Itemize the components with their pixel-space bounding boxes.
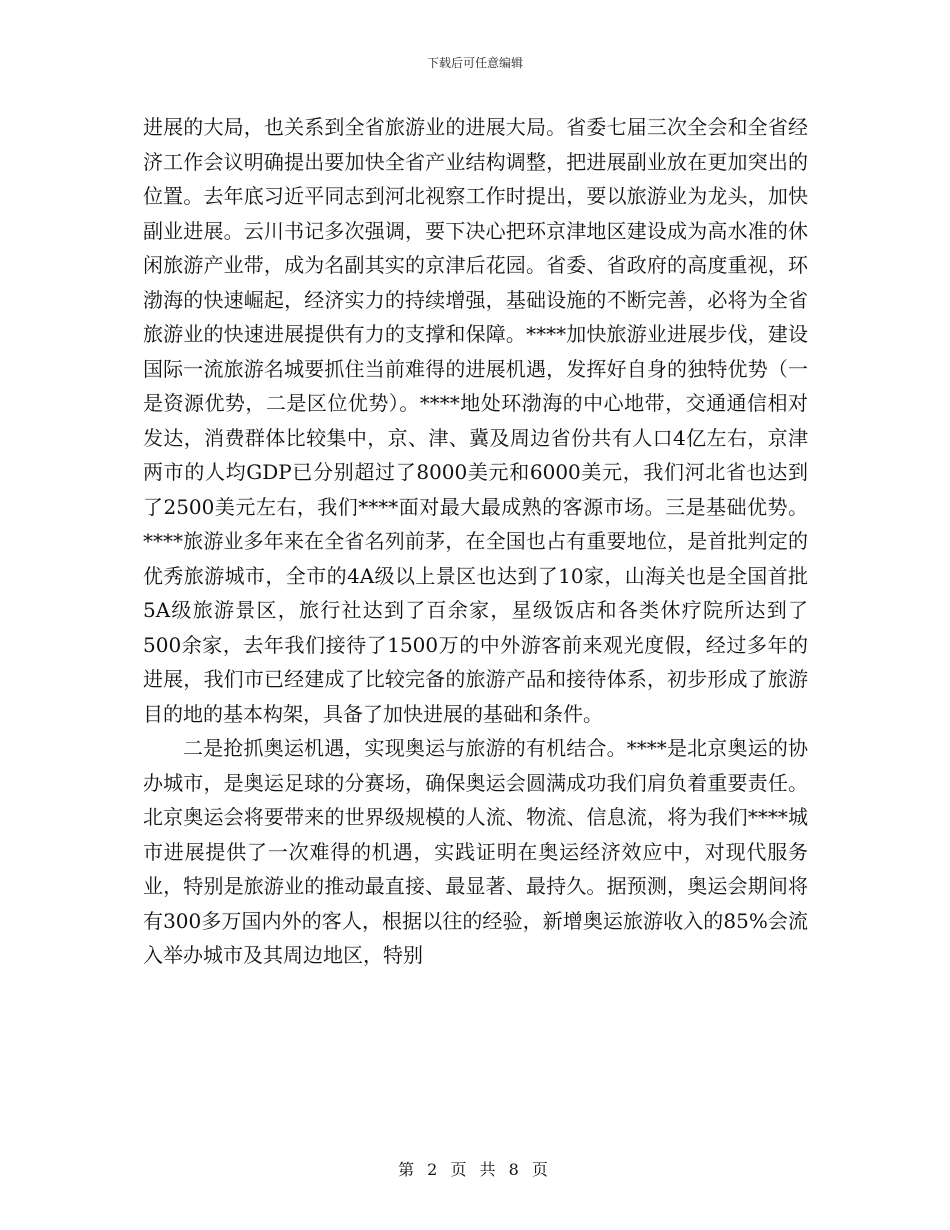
document-body xyxy=(143,110,808,973)
page-number: 第 2 页 共 8 页 xyxy=(398,1160,552,1179)
page-header: 下载后可任意编辑 xyxy=(426,56,523,70)
paragraph-continued: 进展的大局，也关系到全省旅游业的进展大局。省委七届三次全会和全省经济工作会议明确提出要加快全省产业结构调整，把进展副业放在更加突出的位置。去年底习近平同志到河北视察工作时提出，要以旅游业为龙头，加快副业进展。云川书记多次强调，要下决心把环京津地区建设成为高水准的休闲旅游产业带，成为名副其实的京津后花园。省委、省政府的高度重视，环渤海的快速崛起，经济实力的持续增强，基础设施的不断完善，必将为全省旅游业的快速进展提供有力的支撑和保障。****加快旅游业进展步伐，建设国际一流旅游名城要抓住当前难得的进展机遇，发挥好自身的独特优势（一是资源优势，二是区位优势）。****地处环渤海的中心地带，交通通信相对发达，消费群体比较集中，京、津、冀及周边省份共有人口4亿左右，京津两市的人均GDP已分别超过了8000美元和6000美元，我们河北省也达到了2500美元左右，我们****面对最大最成熟的客源市场。三是基础优势。****旅游业多年来在全省名列前茅，在全国也占有重要地位，是首批判定的优秀旅游城市，全市的4A级以上景区也达到了10家，山海关也是全国首批5A级旅游景区，旅行社达到了百余家，星级饭店和各类休疗院所达到了500余家，去年我们接待了1500万的中外游客前来观光度假，经过多年的进展，我们市已经建成了比较完备的旅游产品和接待体系，初步形成了旅游目的地的基本构架，具备了加快进展的基础和条件。 xyxy=(143,115,808,726)
paragraph-olympic-opportunity: 二是抢抓奥运机遇，实现奥运与旅游的有机结合。****是北京奥运的协办城市，是奥运足球的分赛场，确保奥运会圆满成功我们肩负着重要责任。北京奥运会将要带来的世界级规模的人流、物流、信息流，将为我们****城市进展提供了一次难得的机遇，实践证明在奥运经济效应中，对现代服务业，特别是旅游业的推动最直接、最显著、最持久。据预测，奥运会期间将有300多万国内外的客人，根据以往的经验，新增奥运旅游收入的85%会流入举办城市及其周边地区，特别 xyxy=(143,736,808,967)
